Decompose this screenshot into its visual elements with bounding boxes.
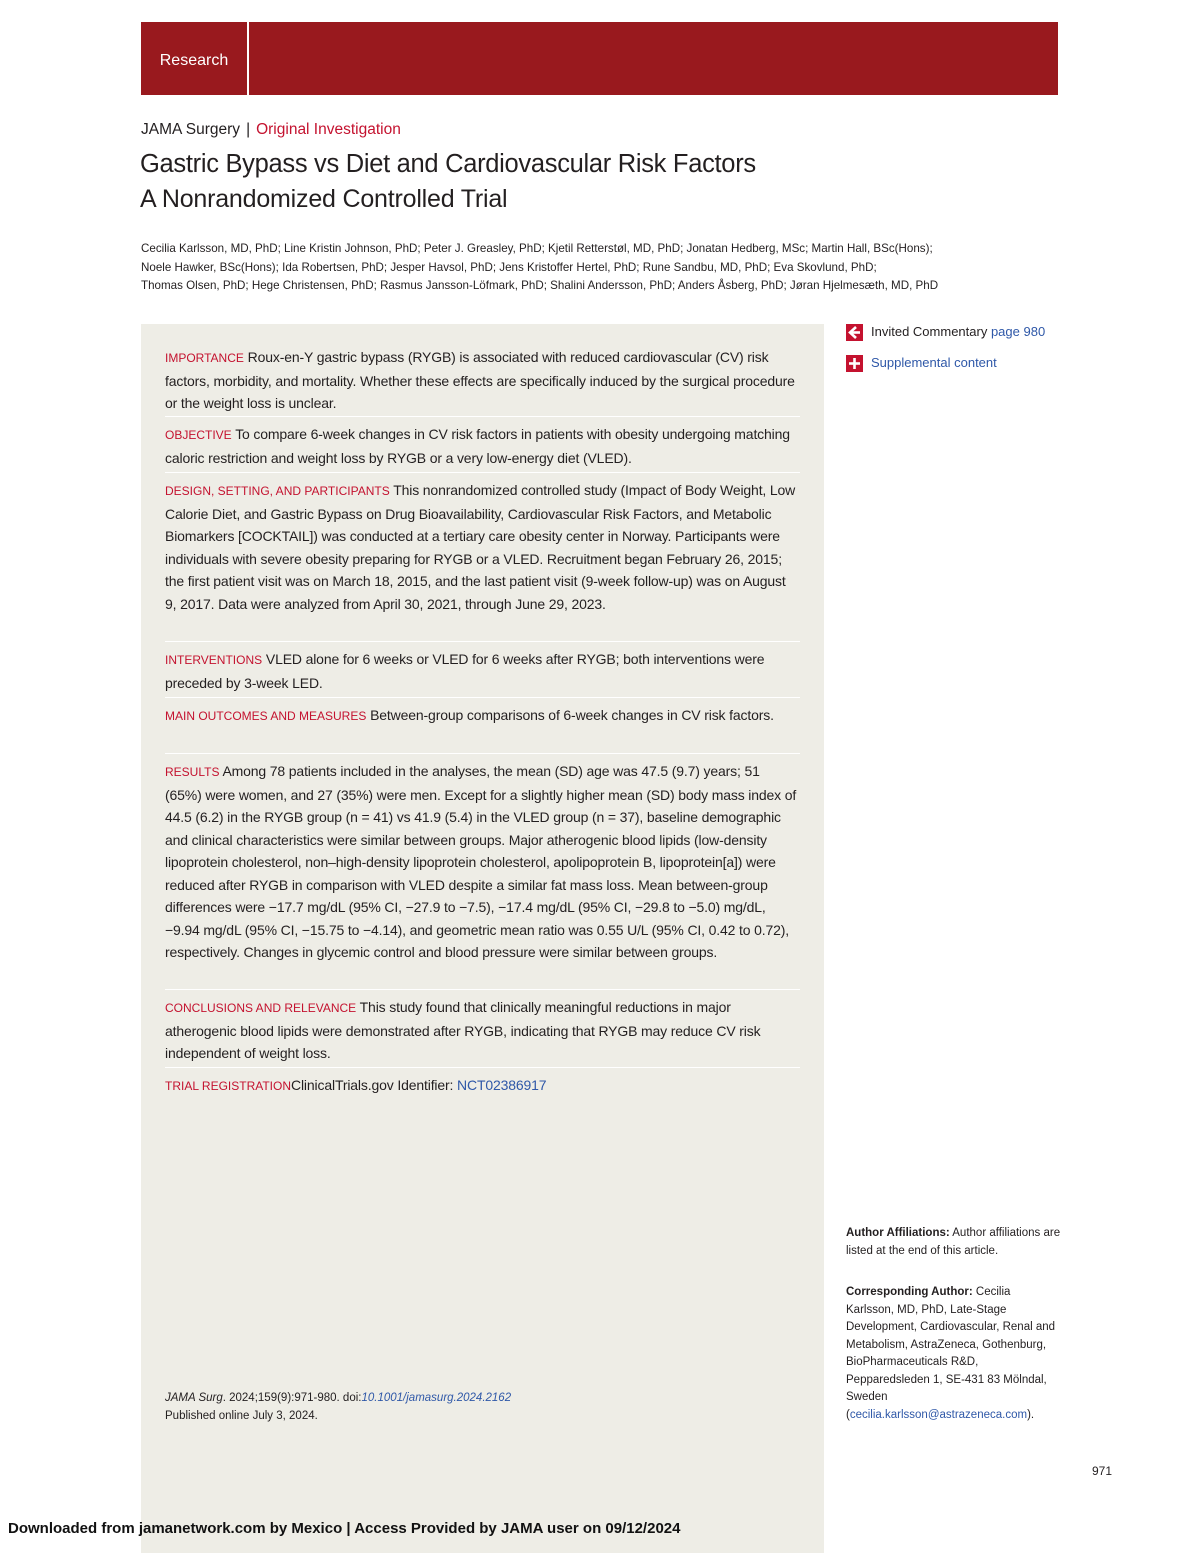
corresponding-author	[846, 1284, 1061, 1424]
divider	[165, 989, 800, 990]
section-heading: TRIAL REGISTRATION	[165, 1079, 292, 1093]
corresponding-text: Cecilia Karlsson, MD, PhD, Late-Stage Development, Cardiovascular, Renal and Metabolism, AstraZeneca, Gothenburg, BioPharmaceuticals R&D, Pepparedsleden 1, SE-431 83 Mölndal, Sweden (	[846, 1286, 1056, 1421]
plus-icon	[846, 355, 863, 372]
article-type: Original Investigation	[256, 121, 401, 138]
journal-abbr: JAMA Surg	[165, 1392, 223, 1404]
journal-separator: |	[246, 121, 251, 138]
abstract-design	[165, 479, 800, 615]
page-number: 971	[1092, 1464, 1113, 1478]
section-text: Roux-en-Y gastric bypass (RYGB) is associated with reduced cardiovascular (CV) risk factors, morbidity, and mortality. Whether these effects are specifically induced by the surgical procedure or the weight loss is unclear.	[165, 349, 795, 411]
section-banner	[141, 22, 1058, 95]
corresponding-tail: ).	[1027, 1408, 1035, 1421]
abstract-objective	[165, 423, 800, 469]
article-subtitle: A Nonrandomized Controlled Trial	[140, 185, 508, 213]
author-line: Thomas Olsen, PhD; Hege Christensen, PhD; Rasmus Jansson-Löfmark, PhD; Shalini Andersson, PhD; Anders Åsberg, PhD; Jøran Hjelmesæth, MD, PhD	[141, 279, 939, 292]
abstract-interventions	[165, 648, 800, 694]
author-line: Noele Hawker, BSc(Hons); Ida Robertsen, PhD; Jesper Havsol, PhD; Jens Kristoffer Hertel, PhD; Rune Sandbu, MD, PhD; Eva Skovlund, PhD;	[141, 260, 877, 274]
author-line: Cecilia Karlsson, MD, PhD; Line Kristin Johnson, PhD; Peter J. Greasley, PhD; Kjetil Retterstøl, MD, PhD; Jonatan Hedberg, MSc; Martin Hall, BSc(Hons);	[141, 242, 933, 255]
author-affiliations	[846, 1225, 1061, 1260]
journal-line	[141, 121, 401, 139]
back-arrow-icon	[846, 324, 863, 341]
section-text: This study found that clinically meaningful reductions in major atherogenic blood lipids were demonstrated after RYGB, indicating that RYGB may reduce CV risk independent of weight loss.	[165, 999, 761, 1061]
section-text: Between-group comparisons of 6-week changes in CV risk factors.	[370, 707, 774, 723]
section-text: This nonrandomized controlled study (Impact of Body Weight, Low Calorie Diet, and Gastric Bypass on Drug Bioavailability, Cardiovascular Risk Factors, and Metabolic Biomarkers [COCKTAIL]) was conducted at a tertiary care obesity center in Norway. Participants were individuals with severe obesity preparing for RYGB or a VLED. Recruitment began February 26, 2015; the first patient visit was on March 18, 2015, and the last patient visit (9-week follow-up) was on August 9, 2017. Data were analyzed from April 30, 2021, through June 29, 2023.	[165, 482, 796, 612]
trial-id-link[interactable]: NCT02386917	[457, 1077, 547, 1093]
section-heading: CONCLUSIONS AND RELEVANCE	[165, 1001, 357, 1015]
section-text: To compare 6-week changes in CV risk factors in patients with obesity undergoing matching caloric restriction and weight loss by RYGB or a very low-energy diet (VLED).	[165, 426, 790, 466]
divider	[165, 1067, 800, 1068]
section-heading: INTERVENTIONS	[165, 653, 263, 667]
divider	[165, 641, 800, 642]
supplemental-label: Supplemental content	[871, 355, 997, 370]
commentary-label: Invited Commentary	[871, 324, 988, 339]
corresponding-heading: Corresponding Author:	[846, 1286, 973, 1298]
article-title: Gastric Bypass vs Diet and Cardiovascular Risk Factors	[140, 150, 756, 178]
commentary-page[interactable]: page 980	[990, 324, 1046, 339]
affiliations-heading: Author Affiliations:	[846, 1227, 950, 1239]
abstract-importance	[165, 346, 800, 415]
section-heading: RESULTS	[165, 765, 220, 779]
section-text: ClinicalTrials.gov Identifier:	[291, 1077, 454, 1093]
abstract-registration	[165, 1074, 800, 1098]
download-footer: Downloaded from jamanetwork.com by Mexico | Access Provided by JAMA user on 09/12/2024	[8, 1520, 681, 1537]
divider	[165, 697, 800, 698]
abstract-outcomes	[165, 704, 800, 728]
abstract-conclusions	[165, 996, 800, 1065]
section-label: Research	[159, 52, 229, 69]
abstract-results	[165, 760, 800, 964]
affiliations-text: Author affiliations are listed at the end of this article.	[846, 1227, 1061, 1257]
divider	[165, 753, 800, 754]
citation-block	[165, 1390, 511, 1425]
section-heading: MAIN OUTCOMES AND MEASURES	[165, 709, 367, 723]
journal-name: JAMA Surgery	[141, 121, 241, 138]
section-text: VLED alone for 6 weeks or VLED for 6 weeks after RYGB; both interventions were preceded by 3-week LED.	[165, 651, 765, 691]
divider	[165, 472, 800, 473]
section-text: Among 78 patients included in the analyses, the mean (SD) age was 47.5 (9.7) years; 51 (65%) were women, and 27 (35%) were men. Except for a slightly higher mean (SD) body mass index of 44.5 (6.2) in the RYGB group (n = 41) vs 41.9 (5.4) in the VLED group (n = 37), baseline demographic and clinical characteristics were similar between groups. Major atherogenic blood lipids (low-density lipoprotein cholesterol, non–high-density lipoprotein cholesterol, apolipoprotein B, lipoprotein[a]) were reduced after RYGB in comparison with VLED despite a similar fat mass loss. Mean between-group differences were −17.7 mg/dL (95% CI, −27.9 to −7.5), −17.4 mg/dL (95% CI, −29.8 to −5.0) mg/dL, −9.94 mg/dL (95% CI, −15.75 to −4.14), and geometric mean ratio was 0.55 U/L (95% CI, 0.42 to 0.72), respectively. Changes in glycemic control and blood pressure were similar between groups.	[165, 763, 797, 960]
section-heading: OBJECTIVE	[165, 428, 232, 442]
author-list	[141, 240, 1061, 296]
section-heading: IMPORTANCE	[165, 351, 244, 365]
published-date: Published online July 3, 2024.	[165, 1409, 318, 1422]
divider	[165, 416, 800, 417]
section-heading: DESIGN, SETTING, AND PARTICIPANTS	[165, 484, 390, 498]
corresponding-email-link[interactable]: cecilia.karlsson@astrazeneca.com	[849, 1408, 1028, 1421]
doi-link[interactable]: 10.1001/jamasurg.2024.2162	[361, 1392, 512, 1404]
banner-divider	[247, 22, 249, 95]
citation-ref: . 2024;159(9):971-980. doi:	[222, 1392, 362, 1404]
